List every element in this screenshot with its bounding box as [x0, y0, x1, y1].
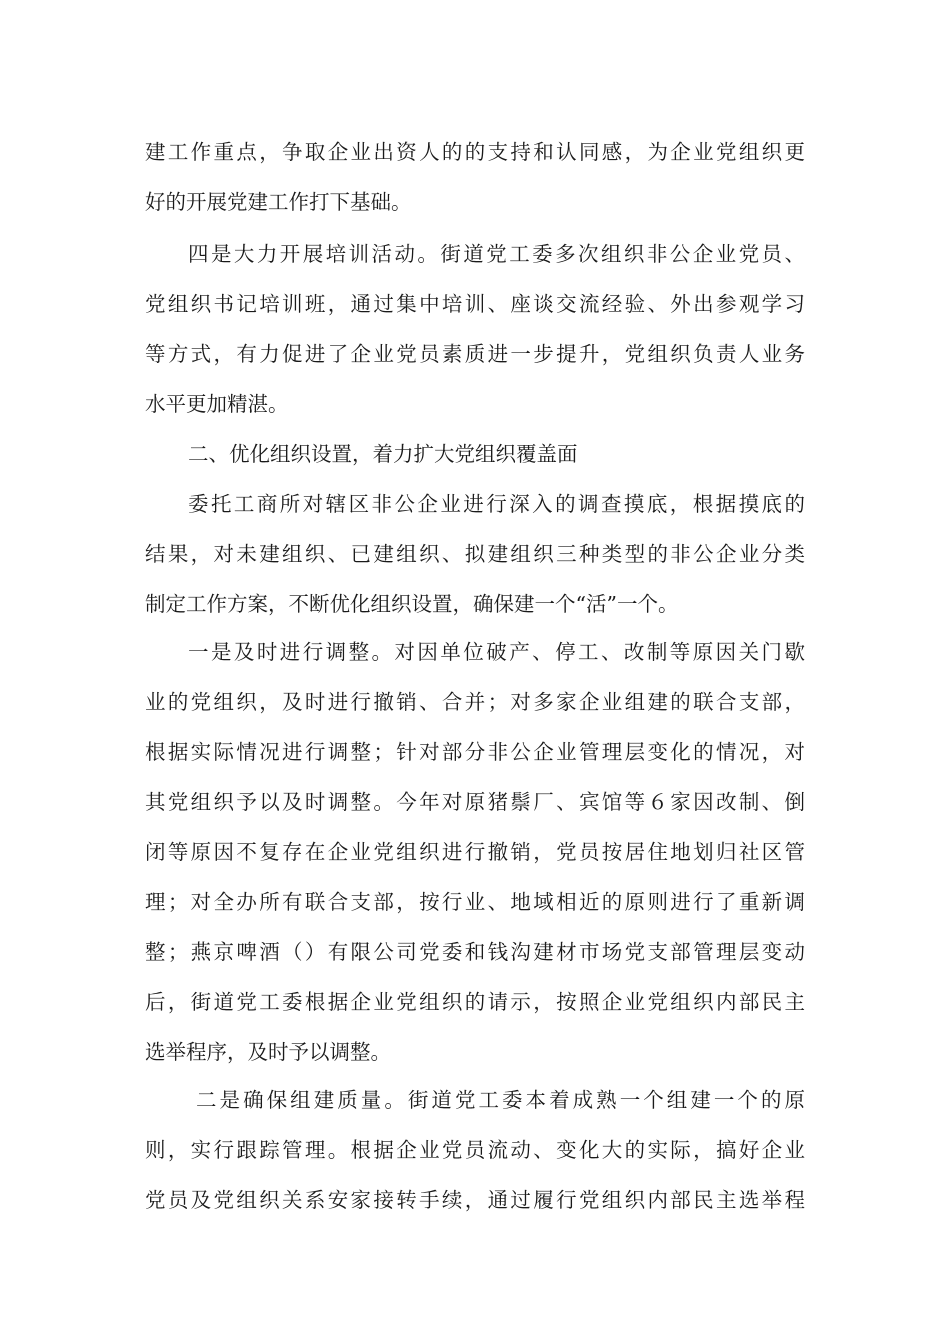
text-line: 党员及党组织关系安家接转手续，通过履行党组织内部民主选举程	[145, 1188, 805, 1212]
text-line: 后，街道党工委根据企业党组织的请示，按照企业党组织内部民主	[145, 990, 805, 1014]
text-line: 制定工作方案，不断优化组织设置，确保建一个“活”一个。	[145, 592, 679, 616]
text-line: 等方式，有力促进了企业党员素质进一步提升，党组织负责人业务	[145, 342, 805, 366]
text-line: 则，实行跟踪管理。根据企业党员流动、变化大的实际，搞好企业	[145, 1138, 805, 1162]
text-line: 水平更加精湛。	[145, 392, 289, 416]
text-line: 理；对全办所有联合支部，按行业、地域相近的原则进行了重新调	[145, 890, 805, 914]
text-line: 结果，对未建组织、已建组织、拟建组织三种类型的非公企业分类	[145, 542, 805, 566]
text-line: 好的开展党建工作打下基础。	[145, 190, 412, 214]
paragraph-heading-line: 二是确保组建质量。街道党工委本着成熟一个组建一个的原	[196, 1088, 805, 1112]
text-line: 根据实际情况进行调整；针对部分非公企业管理层变化的情况，对	[145, 740, 805, 764]
text-line: 整；燕京啤酒（）有限公司党委和钱沟建材市场党支部管理层变动	[145, 940, 805, 964]
text-line: 建工作重点，争取企业出资人的的支持和认同感，为企业党组织更	[145, 140, 805, 164]
text-line: 其党组织予以及时调整。今年对原猪鬃厂、宾馆等６家因改制、倒	[145, 790, 805, 814]
paragraph-heading-line: 四是大力开展培训活动。街道党工委多次组织非公企业党员、	[188, 242, 805, 266]
text-line: 闭等原因不复存在企业党组织进行撤销，党员按居住地划归社区管	[145, 840, 805, 864]
paragraph-heading-line: 一是及时进行调整。对因单位破产、停工、改制等原因关门歇	[188, 640, 805, 664]
text-line: 党组织书记培训班，通过集中培训、座谈交流经验、外出参观学习	[145, 292, 805, 316]
text-line: 选举程序，及时予以调整。	[145, 1040, 391, 1064]
section-heading: 二、优化组织设置，着力扩大党组织覆盖面	[188, 442, 578, 466]
text-line: 业的党组织，及时进行撤销、合并；对多家企业组建的联合支部，	[145, 690, 805, 714]
text-line: 委托工商所对辖区非公企业进行深入的调查摸底，根据摸底的	[188, 492, 805, 516]
